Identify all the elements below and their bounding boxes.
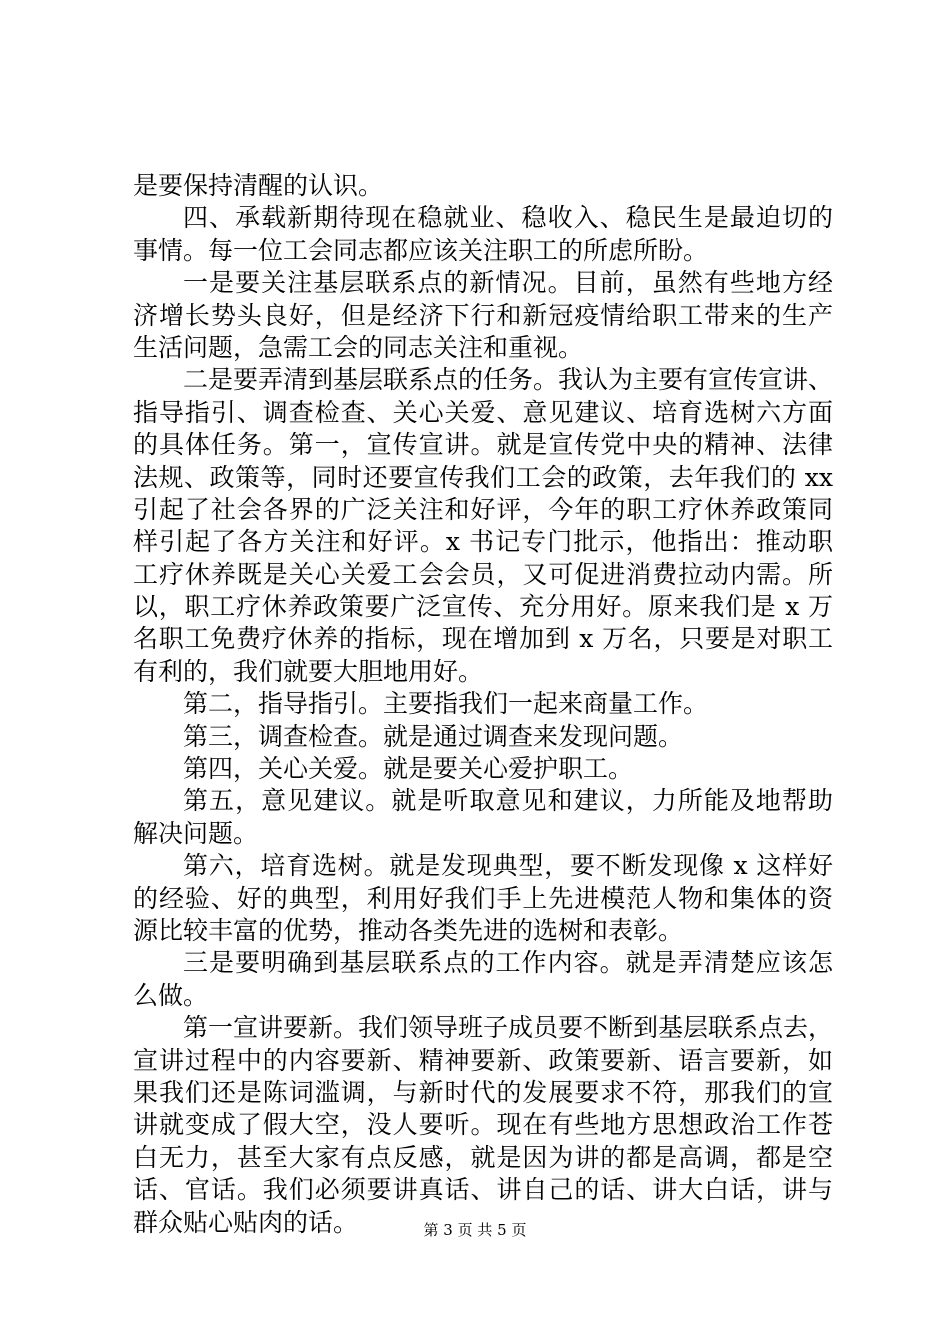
text-line: 么做。 (133, 980, 209, 1010)
text-line: 的经验、好的典型，利用好我们手上先进模范人物和集体的资 (133, 883, 833, 913)
text-line: 果我们还是陈词滥调，与新时代的发展要求不符，那我们的宣 (133, 1077, 833, 1107)
text-line: 样引起了各方关注和好评。x 书记专门批示，他指出：推动职 (133, 527, 833, 557)
document-body (133, 170, 833, 1239)
text-line: 第六，培育选树。就是发现典型，要不断发现像 x 这样好 (183, 851, 833, 881)
text-line: 引起了社会各界的广泛关注和好评，今年的职工疗休养政策同 (133, 494, 833, 524)
text-line: 事情。每一位工会同志都应该关注职工的所虑所盼。 (133, 235, 709, 265)
text-line: 源比较丰富的优势，推动各类先进的选树和表彰。 (133, 915, 684, 945)
text-line: 讲就变成了假大空，没人要听。现在有些地方思想政治工作苍 (133, 1110, 833, 1140)
text-line: 的具体任务。第一，宣传宣讲。就是宣传党中央的精神、法律 (133, 430, 833, 460)
text-line: 济增长势头良好，但是经济下行和新冠疫情给职工带来的生产 (133, 300, 833, 330)
text-line: 是要保持清醒的认识。 (133, 171, 384, 200)
text-line: 第三，调查检查。就是通过调查来发现问题。 (183, 721, 684, 751)
text-line: 四、承载新期待现在稳就业、稳收入、稳民生是最迫切的 (183, 203, 833, 233)
text-line: 有利的，我们就要大胆地用好。 (133, 656, 484, 686)
text-line: 法规、政策等，同时还要宣传我们工会的政策，去年我们的 xx (133, 462, 833, 492)
text-line: 解决问题。 (133, 818, 259, 848)
text-line: 以，职工疗休养政策要广泛宣传、充分用好。原来我们是 x 万 (133, 592, 833, 622)
text-line: 指导指引、调查检查、关心关爱、意见建议、培育选树六方面 (133, 397, 833, 427)
text-line: 群众贴心贴肉的话。 (133, 1207, 359, 1237)
text-line: 话、官话。我们必须要讲真话、讲自己的话、讲大白话，讲与 (133, 1175, 833, 1205)
text-line: 二是要弄清到基层联系点的任务。我认为主要有宣传宣讲、 (183, 365, 833, 395)
text-line: 生活问题，急需工会的同志关注和重视。 (133, 332, 584, 362)
text-line: 第五，意见建议。就是听取意见和建议，力所能及地帮助 (183, 786, 833, 816)
text-line: 宣讲过程中的内容要新、精神要新、政策要新、语言要新，如 (133, 1045, 833, 1075)
text-line: 第一宣讲要新。我们领导班子成员要不断到基层联系点去， (183, 1013, 833, 1043)
text-line: 一是要关注基层联系点的新情况。目前，虽然有些地方经 (183, 268, 833, 298)
text-line: 名职工免费疗休养的指标，现在增加到 x 万名，只要是对职工 (133, 624, 833, 654)
text-line: 白无力，甚至大家有点反感，就是因为讲的都是高调，都是空 (133, 1142, 833, 1172)
text-line: 第二，指导指引。主要指我们一起来商量工作。 (183, 689, 709, 719)
text-line: 第四，关心关爱。就是要关心爱护职工。 (183, 754, 634, 784)
text-line: 三是要明确到基层联系点的工作内容。就是弄清楚应该怎 (183, 948, 833, 978)
text-line: 工疗休养既是关心关爱工会会员，又可促进消费拉动内需。所 (133, 559, 833, 589)
page-footer: 第 3 页 共 5 页 (423, 1221, 527, 1239)
